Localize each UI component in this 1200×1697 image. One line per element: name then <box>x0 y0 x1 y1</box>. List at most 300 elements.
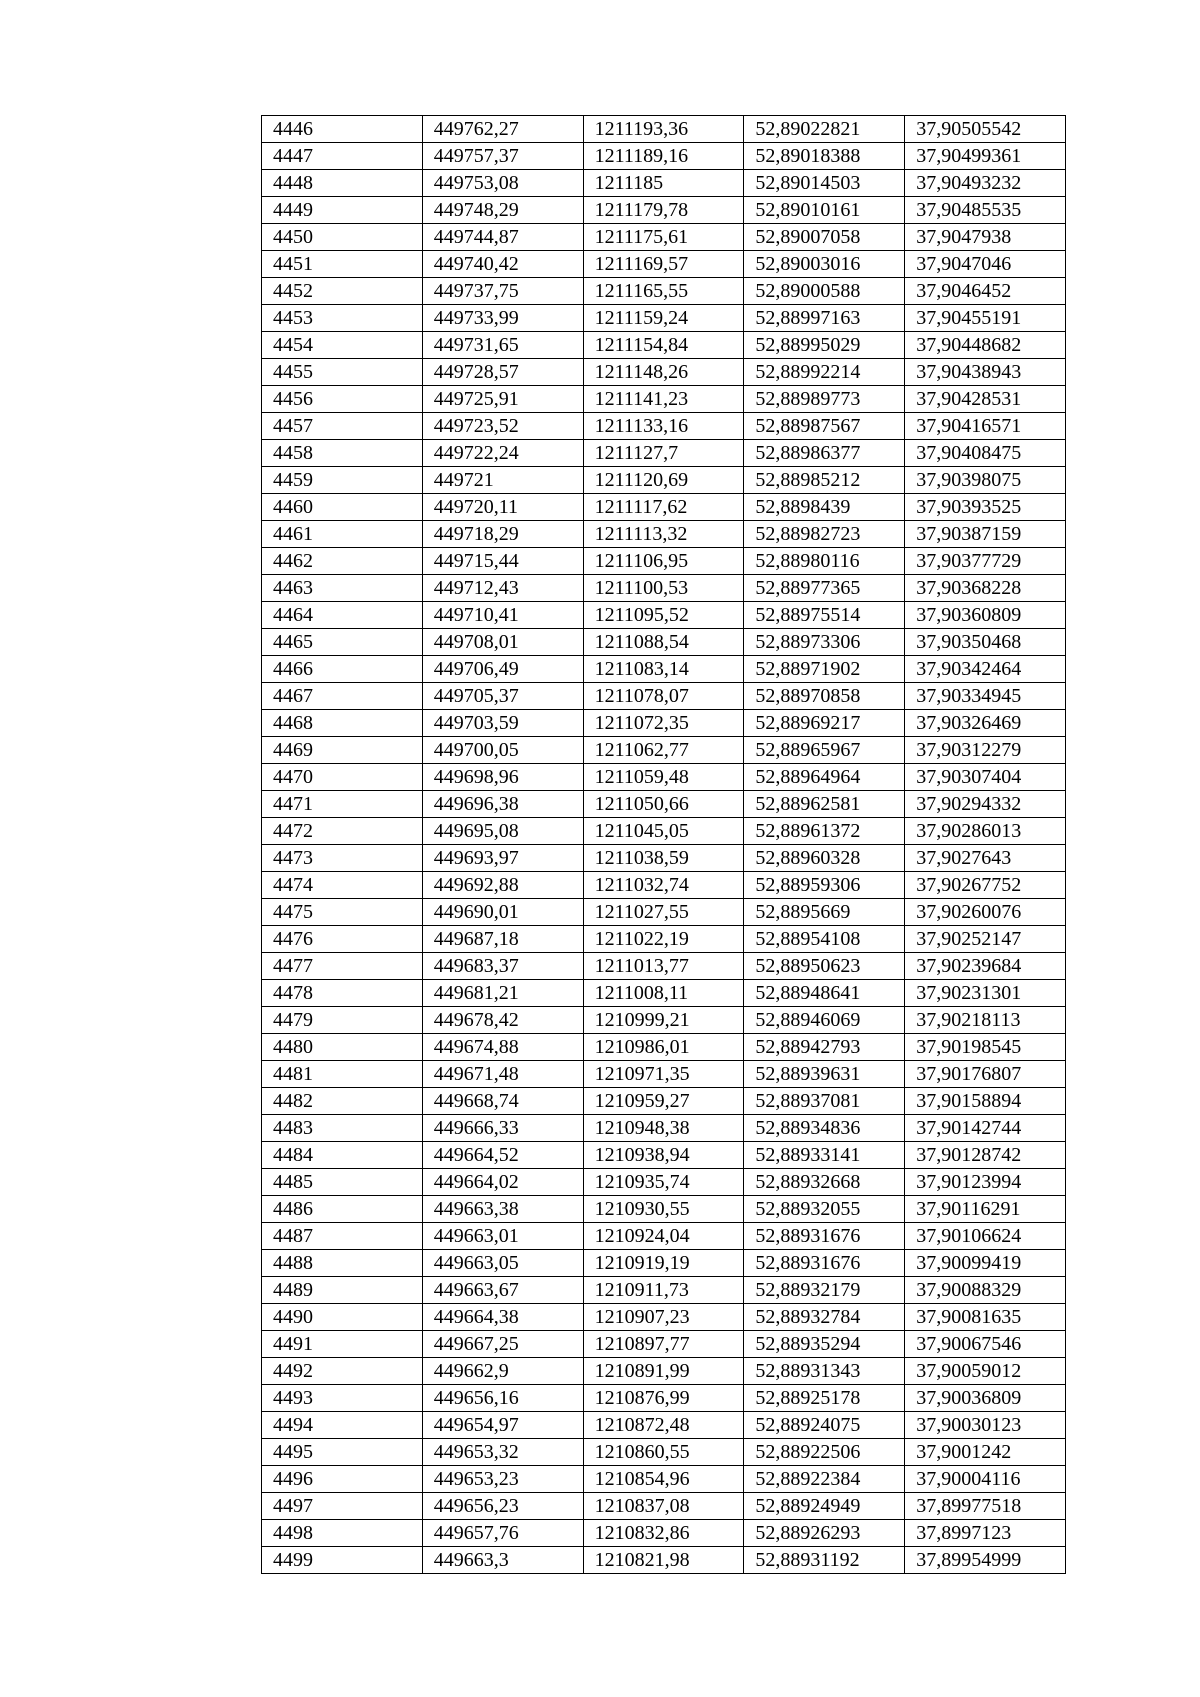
y-coordinate-cell: 1211120,69 <box>583 467 744 494</box>
y-coordinate-cell: 1211106,95 <box>583 548 744 575</box>
table-row <box>262 1169 1066 1196</box>
latitude-cell: 52,89007058 <box>744 224 905 251</box>
y-coordinate-cell: 1211117,62 <box>583 494 744 521</box>
table-row <box>262 494 1066 521</box>
point-number-cell: 4488 <box>262 1250 423 1277</box>
table-row <box>262 899 1066 926</box>
y-coordinate-cell: 1210854,96 <box>583 1466 744 1493</box>
table-row <box>262 413 1066 440</box>
x-coordinate-cell: 449744,87 <box>422 224 583 251</box>
longitude-cell: 37,90218113 <box>905 1007 1066 1034</box>
y-coordinate-cell: 1211059,48 <box>583 764 744 791</box>
point-number-cell: 4469 <box>262 737 423 764</box>
point-number-cell: 4446 <box>262 116 423 143</box>
latitude-cell: 52,88931343 <box>744 1358 905 1385</box>
y-coordinate-cell: 1211022,19 <box>583 926 744 953</box>
y-coordinate-cell: 1211050,66 <box>583 791 744 818</box>
longitude-cell: 37,9047046 <box>905 251 1066 278</box>
point-number-cell: 4459 <box>262 467 423 494</box>
latitude-cell: 52,88942793 <box>744 1034 905 1061</box>
y-coordinate-cell: 1211175,61 <box>583 224 744 251</box>
table-row <box>262 359 1066 386</box>
latitude-cell: 52,89000588 <box>744 278 905 305</box>
table-row <box>262 1412 1066 1439</box>
x-coordinate-cell: 449700,05 <box>422 737 583 764</box>
y-coordinate-cell: 1211189,16 <box>583 143 744 170</box>
y-coordinate-cell: 1211008,11 <box>583 980 744 1007</box>
point-number-cell: 4482 <box>262 1088 423 1115</box>
point-number-cell: 4472 <box>262 818 423 845</box>
longitude-cell: 37,90505542 <box>905 116 1066 143</box>
point-number-cell: 4471 <box>262 791 423 818</box>
y-coordinate-cell: 1211127,7 <box>583 440 744 467</box>
x-coordinate-cell: 449668,74 <box>422 1088 583 1115</box>
y-coordinate-cell: 1211193,36 <box>583 116 744 143</box>
latitude-cell: 52,88962581 <box>744 791 905 818</box>
point-number-cell: 4494 <box>262 1412 423 1439</box>
point-number-cell: 4479 <box>262 1007 423 1034</box>
x-coordinate-cell: 449692,88 <box>422 872 583 899</box>
y-coordinate-cell: 1210897,77 <box>583 1331 744 1358</box>
y-coordinate-cell: 1211165,55 <box>583 278 744 305</box>
table-row <box>262 1304 1066 1331</box>
latitude-cell: 52,88932055 <box>744 1196 905 1223</box>
point-number-cell: 4473 <box>262 845 423 872</box>
longitude-cell: 37,90067546 <box>905 1331 1066 1358</box>
longitude-cell: 37,9046452 <box>905 278 1066 305</box>
latitude-cell: 52,89003016 <box>744 251 905 278</box>
table-row <box>262 737 1066 764</box>
x-coordinate-cell: 449695,08 <box>422 818 583 845</box>
latitude-cell: 52,88970858 <box>744 683 905 710</box>
table-row <box>262 332 1066 359</box>
table-row <box>262 629 1066 656</box>
x-coordinate-cell: 449721 <box>422 467 583 494</box>
x-coordinate-cell: 449662,9 <box>422 1358 583 1385</box>
point-number-cell: 4461 <box>262 521 423 548</box>
table-row <box>262 467 1066 494</box>
latitude-cell: 52,88933141 <box>744 1142 905 1169</box>
point-number-cell: 4460 <box>262 494 423 521</box>
table-row <box>262 1034 1066 1061</box>
table-row <box>262 602 1066 629</box>
longitude-cell: 37,90485535 <box>905 197 1066 224</box>
longitude-cell: 37,90239684 <box>905 953 1066 980</box>
longitude-cell: 37,90377729 <box>905 548 1066 575</box>
longitude-cell: 37,90493232 <box>905 170 1066 197</box>
x-coordinate-cell: 449733,99 <box>422 305 583 332</box>
table-row <box>262 1439 1066 1466</box>
y-coordinate-cell: 1210832,86 <box>583 1520 744 1547</box>
point-number-cell: 4492 <box>262 1358 423 1385</box>
table-row <box>262 845 1066 872</box>
table-row <box>262 224 1066 251</box>
x-coordinate-cell: 449653,32 <box>422 1439 583 1466</box>
y-coordinate-cell: 1210930,55 <box>583 1196 744 1223</box>
x-coordinate-cell: 449656,16 <box>422 1385 583 1412</box>
point-number-cell: 4456 <box>262 386 423 413</box>
latitude-cell: 52,88931676 <box>744 1250 905 1277</box>
longitude-cell: 37,90004116 <box>905 1466 1066 1493</box>
longitude-cell: 37,90294332 <box>905 791 1066 818</box>
latitude-cell: 52,88977365 <box>744 575 905 602</box>
x-coordinate-cell: 449653,23 <box>422 1466 583 1493</box>
x-coordinate-cell: 449666,33 <box>422 1115 583 1142</box>
longitude-cell: 37,89954999 <box>905 1547 1066 1574</box>
table-row <box>262 926 1066 953</box>
y-coordinate-cell: 1211159,24 <box>583 305 744 332</box>
table-row <box>262 872 1066 899</box>
point-number-cell: 4475 <box>262 899 423 926</box>
point-number-cell: 4498 <box>262 1520 423 1547</box>
longitude-cell: 37,90231301 <box>905 980 1066 1007</box>
y-coordinate-cell: 1211072,35 <box>583 710 744 737</box>
point-number-cell: 4496 <box>262 1466 423 1493</box>
table-row <box>262 791 1066 818</box>
latitude-cell: 52,88973306 <box>744 629 905 656</box>
latitude-cell: 52,89014503 <box>744 170 905 197</box>
x-coordinate-cell: 449737,75 <box>422 278 583 305</box>
latitude-cell: 52,88987567 <box>744 413 905 440</box>
latitude-cell: 52,88937081 <box>744 1088 905 1115</box>
longitude-cell: 37,90342464 <box>905 656 1066 683</box>
table-row <box>262 251 1066 278</box>
y-coordinate-cell: 1210938,94 <box>583 1142 744 1169</box>
longitude-cell: 37,90368228 <box>905 575 1066 602</box>
table-row <box>262 1061 1066 1088</box>
y-coordinate-cell: 1211154,84 <box>583 332 744 359</box>
longitude-cell: 37,90267752 <box>905 872 1066 899</box>
point-number-cell: 4491 <box>262 1331 423 1358</box>
point-number-cell: 4467 <box>262 683 423 710</box>
latitude-cell: 52,88932784 <box>744 1304 905 1331</box>
table-row <box>262 548 1066 575</box>
y-coordinate-cell: 1210919,19 <box>583 1250 744 1277</box>
y-coordinate-cell: 1211045,05 <box>583 818 744 845</box>
point-number-cell: 4463 <box>262 575 423 602</box>
y-coordinate-cell: 1211038,59 <box>583 845 744 872</box>
point-number-cell: 4457 <box>262 413 423 440</box>
latitude-cell: 52,88959306 <box>744 872 905 899</box>
x-coordinate-cell: 449696,38 <box>422 791 583 818</box>
longitude-cell: 37,90128742 <box>905 1142 1066 1169</box>
x-coordinate-cell: 449664,02 <box>422 1169 583 1196</box>
x-coordinate-cell: 449687,18 <box>422 926 583 953</box>
y-coordinate-cell: 1211013,77 <box>583 953 744 980</box>
x-coordinate-cell: 449681,21 <box>422 980 583 1007</box>
x-coordinate-cell: 449656,23 <box>422 1493 583 1520</box>
y-coordinate-cell: 1211133,16 <box>583 413 744 440</box>
x-coordinate-cell: 449703,59 <box>422 710 583 737</box>
longitude-cell: 37,9001242 <box>905 1439 1066 1466</box>
longitude-cell: 37,90312279 <box>905 737 1066 764</box>
longitude-cell: 37,90081635 <box>905 1304 1066 1331</box>
y-coordinate-cell: 1211062,77 <box>583 737 744 764</box>
point-number-cell: 4490 <box>262 1304 423 1331</box>
latitude-cell: 52,88932668 <box>744 1169 905 1196</box>
x-coordinate-cell: 449710,41 <box>422 602 583 629</box>
point-number-cell: 4447 <box>262 143 423 170</box>
latitude-cell: 52,88922506 <box>744 1439 905 1466</box>
y-coordinate-cell: 1210876,99 <box>583 1385 744 1412</box>
table-row <box>262 1223 1066 1250</box>
longitude-cell: 37,90286013 <box>905 818 1066 845</box>
y-coordinate-cell: 1210860,55 <box>583 1439 744 1466</box>
table-row <box>262 818 1066 845</box>
x-coordinate-cell: 449671,48 <box>422 1061 583 1088</box>
longitude-cell: 37,90334945 <box>905 683 1066 710</box>
longitude-cell: 37,90326469 <box>905 710 1066 737</box>
x-coordinate-cell: 449748,29 <box>422 197 583 224</box>
latitude-cell: 52,88960328 <box>744 845 905 872</box>
y-coordinate-cell: 1210986,01 <box>583 1034 744 1061</box>
x-coordinate-cell: 449657,76 <box>422 1520 583 1547</box>
longitude-cell: 37,90059012 <box>905 1358 1066 1385</box>
table-row <box>262 575 1066 602</box>
latitude-cell: 52,88935294 <box>744 1331 905 1358</box>
latitude-cell: 52,88926293 <box>744 1520 905 1547</box>
table-row <box>262 980 1066 1007</box>
latitude-cell: 52,88931676 <box>744 1223 905 1250</box>
y-coordinate-cell: 1210948,38 <box>583 1115 744 1142</box>
x-coordinate-cell: 449674,88 <box>422 1034 583 1061</box>
longitude-cell: 37,90252147 <box>905 926 1066 953</box>
point-number-cell: 4476 <box>262 926 423 953</box>
table-row <box>262 1493 1066 1520</box>
longitude-cell: 37,9027643 <box>905 845 1066 872</box>
table-row <box>262 1331 1066 1358</box>
x-coordinate-cell: 449690,01 <box>422 899 583 926</box>
latitude-cell: 52,88986377 <box>744 440 905 467</box>
x-coordinate-cell: 449706,49 <box>422 656 583 683</box>
y-coordinate-cell: 1210821,98 <box>583 1547 744 1574</box>
x-coordinate-cell: 449663,05 <box>422 1250 583 1277</box>
y-coordinate-cell: 1210907,23 <box>583 1304 744 1331</box>
point-number-cell: 4453 <box>262 305 423 332</box>
point-number-cell: 4448 <box>262 170 423 197</box>
latitude-cell: 52,88975514 <box>744 602 905 629</box>
longitude-cell: 37,90307404 <box>905 764 1066 791</box>
y-coordinate-cell: 1211141,23 <box>583 386 744 413</box>
table-row <box>262 1115 1066 1142</box>
point-number-cell: 4450 <box>262 224 423 251</box>
point-number-cell: 4465 <box>262 629 423 656</box>
point-number-cell: 4455 <box>262 359 423 386</box>
x-coordinate-cell: 449728,57 <box>422 359 583 386</box>
table-row <box>262 521 1066 548</box>
y-coordinate-cell: 1210971,35 <box>583 1061 744 1088</box>
y-coordinate-cell: 1210837,08 <box>583 1493 744 1520</box>
x-coordinate-cell: 449683,37 <box>422 953 583 980</box>
x-coordinate-cell: 449663,3 <box>422 1547 583 1574</box>
coordinates-table-body <box>262 116 1066 1574</box>
latitude-cell: 52,88982723 <box>744 521 905 548</box>
table-row <box>262 656 1066 683</box>
longitude-cell: 37,90438943 <box>905 359 1066 386</box>
latitude-cell: 52,88980116 <box>744 548 905 575</box>
x-coordinate-cell: 449705,37 <box>422 683 583 710</box>
longitude-cell: 37,90036809 <box>905 1385 1066 1412</box>
latitude-cell: 52,8895669 <box>744 899 905 926</box>
x-coordinate-cell: 449698,96 <box>422 764 583 791</box>
longitude-cell: 37,90393525 <box>905 494 1066 521</box>
latitude-cell: 52,88969217 <box>744 710 905 737</box>
longitude-cell: 37,90123994 <box>905 1169 1066 1196</box>
table-row <box>262 143 1066 170</box>
latitude-cell: 52,88924075 <box>744 1412 905 1439</box>
latitude-cell: 52,88950623 <box>744 953 905 980</box>
point-number-cell: 4495 <box>262 1439 423 1466</box>
point-number-cell: 4452 <box>262 278 423 305</box>
x-coordinate-cell: 449723,52 <box>422 413 583 440</box>
x-coordinate-cell: 449722,24 <box>422 440 583 467</box>
x-coordinate-cell: 449678,42 <box>422 1007 583 1034</box>
table-row <box>262 1196 1066 1223</box>
latitude-cell: 52,88934836 <box>744 1115 905 1142</box>
latitude-cell: 52,88948641 <box>744 980 905 1007</box>
latitude-cell: 52,88946069 <box>744 1007 905 1034</box>
y-coordinate-cell: 1211078,07 <box>583 683 744 710</box>
point-number-cell: 4458 <box>262 440 423 467</box>
longitude-cell: 37,90116291 <box>905 1196 1066 1223</box>
x-coordinate-cell: 449663,38 <box>422 1196 583 1223</box>
x-coordinate-cell: 449731,65 <box>422 332 583 359</box>
longitude-cell: 37,90030123 <box>905 1412 1066 1439</box>
longitude-cell: 37,90142744 <box>905 1115 1066 1142</box>
x-coordinate-cell: 449725,91 <box>422 386 583 413</box>
longitude-cell: 37,90088329 <box>905 1277 1066 1304</box>
point-number-cell: 4466 <box>262 656 423 683</box>
table-row <box>262 440 1066 467</box>
latitude-cell: 52,88932179 <box>744 1277 905 1304</box>
table-row <box>262 170 1066 197</box>
table-row <box>262 764 1066 791</box>
longitude-cell: 37,90106624 <box>905 1223 1066 1250</box>
y-coordinate-cell: 1211027,55 <box>583 899 744 926</box>
x-coordinate-cell: 449718,29 <box>422 521 583 548</box>
point-number-cell: 4477 <box>262 953 423 980</box>
y-coordinate-cell: 1210999,21 <box>583 1007 744 1034</box>
table-row <box>262 278 1066 305</box>
longitude-cell: 37,90176807 <box>905 1061 1066 1088</box>
point-number-cell: 4474 <box>262 872 423 899</box>
point-number-cell: 4480 <box>262 1034 423 1061</box>
x-coordinate-cell: 449712,43 <box>422 575 583 602</box>
table-row <box>262 1385 1066 1412</box>
point-number-cell: 4454 <box>262 332 423 359</box>
point-number-cell: 4497 <box>262 1493 423 1520</box>
table-row <box>262 116 1066 143</box>
x-coordinate-cell: 449708,01 <box>422 629 583 656</box>
table-row <box>262 1250 1066 1277</box>
x-coordinate-cell: 449663,01 <box>422 1223 583 1250</box>
longitude-cell: 37,90448682 <box>905 332 1066 359</box>
latitude-cell: 52,88997163 <box>744 305 905 332</box>
latitude-cell: 52,88931192 <box>744 1547 905 1574</box>
latitude-cell: 52,88992214 <box>744 359 905 386</box>
y-coordinate-cell: 1210872,48 <box>583 1412 744 1439</box>
table-row <box>262 197 1066 224</box>
x-coordinate-cell: 449664,38 <box>422 1304 583 1331</box>
coordinates-table <box>261 115 1066 1574</box>
x-coordinate-cell: 449667,25 <box>422 1331 583 1358</box>
x-coordinate-cell: 449720,11 <box>422 494 583 521</box>
table-row <box>262 1358 1066 1385</box>
y-coordinate-cell: 1211113,32 <box>583 521 744 548</box>
latitude-cell: 52,88965967 <box>744 737 905 764</box>
y-coordinate-cell: 1210959,27 <box>583 1088 744 1115</box>
longitude-cell: 37,90455191 <box>905 305 1066 332</box>
point-number-cell: 4484 <box>262 1142 423 1169</box>
x-coordinate-cell: 449715,44 <box>422 548 583 575</box>
point-number-cell: 4449 <box>262 197 423 224</box>
point-number-cell: 4493 <box>262 1385 423 1412</box>
table-row <box>262 386 1066 413</box>
point-number-cell: 4481 <box>262 1061 423 1088</box>
longitude-cell: 37,90408475 <box>905 440 1066 467</box>
longitude-cell: 37,9047938 <box>905 224 1066 251</box>
table-row <box>262 1520 1066 1547</box>
longitude-cell: 37,90198545 <box>905 1034 1066 1061</box>
longitude-cell: 37,90260076 <box>905 899 1066 926</box>
longitude-cell: 37,90398075 <box>905 467 1066 494</box>
latitude-cell: 52,88922384 <box>744 1466 905 1493</box>
point-number-cell: 4470 <box>262 764 423 791</box>
latitude-cell: 52,88995029 <box>744 332 905 359</box>
y-coordinate-cell: 1211169,57 <box>583 251 744 278</box>
latitude-cell: 52,88961372 <box>744 818 905 845</box>
longitude-cell: 37,90387159 <box>905 521 1066 548</box>
table-row <box>262 1277 1066 1304</box>
y-coordinate-cell: 1211032,74 <box>583 872 744 899</box>
latitude-cell: 52,88985212 <box>744 467 905 494</box>
latitude-cell: 52,88924949 <box>744 1493 905 1520</box>
y-coordinate-cell: 1211100,53 <box>583 575 744 602</box>
point-number-cell: 4478 <box>262 980 423 1007</box>
point-number-cell: 4499 <box>262 1547 423 1574</box>
x-coordinate-cell: 449663,67 <box>422 1277 583 1304</box>
latitude-cell: 52,89018388 <box>744 143 905 170</box>
y-coordinate-cell: 1210891,99 <box>583 1358 744 1385</box>
y-coordinate-cell: 1211179,78 <box>583 197 744 224</box>
table-row <box>262 1547 1066 1574</box>
x-coordinate-cell: 449753,08 <box>422 170 583 197</box>
latitude-cell: 52,88939631 <box>744 1061 905 1088</box>
latitude-cell: 52,88964964 <box>744 764 905 791</box>
point-number-cell: 4486 <box>262 1196 423 1223</box>
x-coordinate-cell: 449664,52 <box>422 1142 583 1169</box>
point-number-cell: 4487 <box>262 1223 423 1250</box>
longitude-cell: 37,90499361 <box>905 143 1066 170</box>
point-number-cell: 4485 <box>262 1169 423 1196</box>
longitude-cell: 37,90360809 <box>905 602 1066 629</box>
y-coordinate-cell: 1211088,54 <box>583 629 744 656</box>
longitude-cell: 37,90416571 <box>905 413 1066 440</box>
table-row <box>262 953 1066 980</box>
y-coordinate-cell: 1211148,26 <box>583 359 744 386</box>
longitude-cell: 37,90428531 <box>905 386 1066 413</box>
x-coordinate-cell: 449654,97 <box>422 1412 583 1439</box>
x-coordinate-cell: 449740,42 <box>422 251 583 278</box>
x-coordinate-cell: 449693,97 <box>422 845 583 872</box>
table-row <box>262 710 1066 737</box>
table-row <box>262 305 1066 332</box>
longitude-cell: 37,8997123 <box>905 1520 1066 1547</box>
latitude-cell: 52,88989773 <box>744 386 905 413</box>
x-coordinate-cell: 449762,27 <box>422 116 583 143</box>
y-coordinate-cell: 1211083,14 <box>583 656 744 683</box>
table-row <box>262 683 1066 710</box>
